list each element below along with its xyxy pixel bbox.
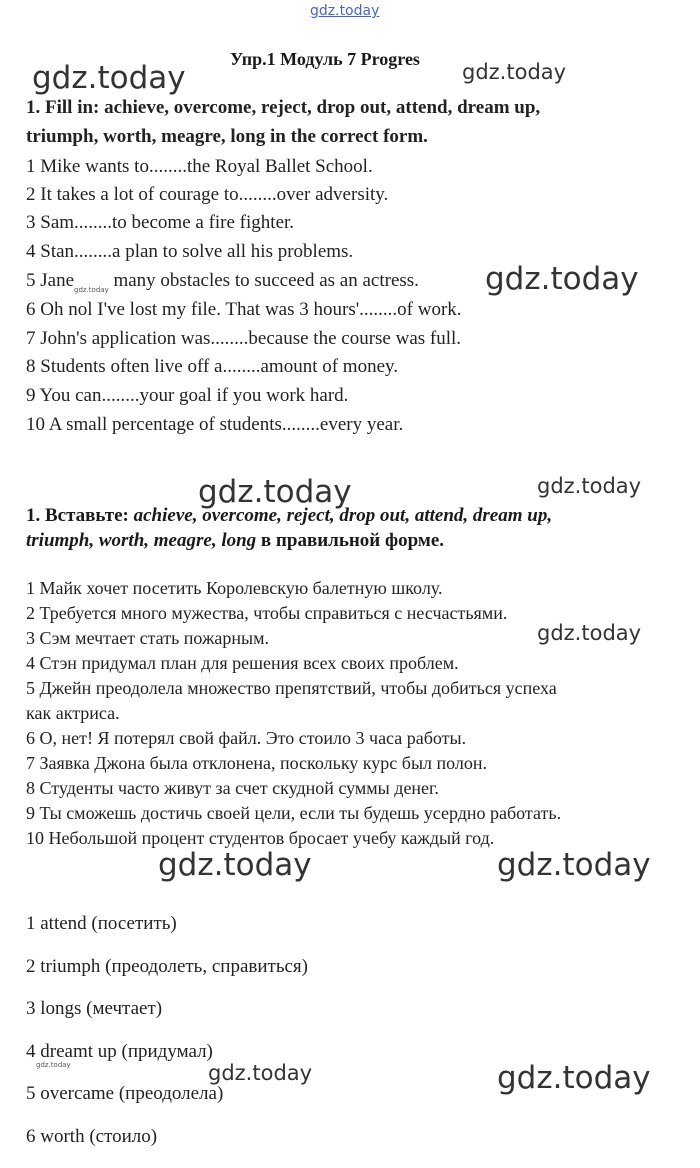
exercise-item: 8 Students often live off a........amount of money. — [26, 356, 399, 377]
translation-item: 8 Студенты часто живут за счет скудной суммы денег. — [26, 778, 439, 798]
translation-item: 6 О, нет! Я потерял свой файл. Это стоило 3 часа работы. — [26, 728, 467, 748]
translation-item: 4 Стэн придумал план для решения всех своих проблем. — [26, 653, 459, 673]
watermark: gdz.today — [208, 1061, 313, 1085]
translation-item: как актриса. — [26, 703, 120, 723]
exercise-item: 1 Mike wants to........the Royal Ballet School. — [26, 156, 373, 177]
answer-item: 3 longs (мечтает) — [26, 998, 163, 1019]
task-heading: 1. Fill in: achieve, overcome, reject, drop out, attend, dream up, — [26, 97, 541, 118]
watermark: gdz.today — [462, 60, 567, 84]
watermark: gdz.today — [485, 261, 639, 297]
exercise-item — [26, 270, 419, 292]
watermark: gdz.today — [497, 1060, 651, 1096]
exercise-item-start: 5 Jane — [26, 270, 75, 291]
translation-item: 5 Джейн преодолела множество препятствий, чтобы добиться успеха — [26, 678, 557, 698]
watermark: gdz.today — [158, 847, 312, 883]
watermark: gdz.today — [36, 1061, 71, 1069]
task-heading-ru-suffix: в правильной форме. — [256, 530, 445, 551]
exercise-item: 10 A small percentage of students........every year. — [26, 414, 404, 435]
watermark: gdz.today — [198, 474, 352, 510]
watermark: gdz.today — [537, 621, 642, 645]
task-heading-ru — [26, 505, 552, 527]
exercise-item: 3 Sam........to become a fire fighter. — [26, 212, 295, 233]
exercise-item: 2 It takes a lot of courage to........over adversity. — [26, 184, 389, 205]
task-heading-ru-words: achieve, overcome, reject, drop out, attend, dream up, — [133, 505, 553, 526]
task-heading: triumph, worth, meagre, long in the correct form. — [26, 126, 428, 147]
translation-item: 10 Небольшой процент студентов бросает учебу каждый год. — [26, 828, 495, 848]
exercise-item: 4 Stan........a plan to solve all his problems. — [26, 241, 354, 262]
site-link[interactable]: gdz.today — [310, 3, 380, 19]
answer-item: 5 overcame (преодолела) — [26, 1083, 224, 1104]
translation-item: 3 Сэм мечтает стать пожарным. — [26, 628, 269, 648]
watermark: gdz.today — [32, 60, 186, 96]
answer-item: 1 attend (посетить) — [26, 913, 177, 934]
exercise-item: 6 Oh nol I've lost my file. That was 3 hours'........of work. — [26, 299, 462, 320]
task-heading-ru-words: triumph, worth, meagre, long — [26, 530, 257, 551]
translation-item: 2 Требуется много мужества, чтобы справиться с несчастьями. — [26, 603, 508, 623]
answer-item: 2 triumph (преодолеть, справиться) — [26, 956, 308, 977]
exercise-item: 9 You can........your goal if you work hard. — [26, 385, 349, 406]
exercise-item-end: many obstacles to succeed as an actress. — [108, 270, 419, 291]
page-title: Упр.1 Модуль 7 Progres — [230, 49, 420, 69]
translation-item: 1 Майк хочет посетить Королевскую балетную школу. — [26, 578, 443, 598]
watermark: gdz.today — [74, 286, 109, 294]
exercise-item: 7 John's application was........because the course was full. — [26, 328, 462, 349]
task-heading-ru — [26, 530, 444, 552]
translation-item: 7 Заявка Джона была отклонена, поскольку курс был полон. — [26, 753, 488, 773]
task-heading-ru-prefix: 1. Вставьте: — [26, 505, 134, 526]
watermark: gdz.today — [497, 847, 651, 883]
translation-item: 9 Ты сможешь достичь своей цели, если ты будешь усердно работать. — [26, 803, 562, 823]
watermark: gdz.today — [537, 474, 642, 498]
answer-item: 6 worth (стоило) — [26, 1126, 158, 1147]
answer-item: 4 dreamt up (придумал) — [26, 1041, 213, 1062]
